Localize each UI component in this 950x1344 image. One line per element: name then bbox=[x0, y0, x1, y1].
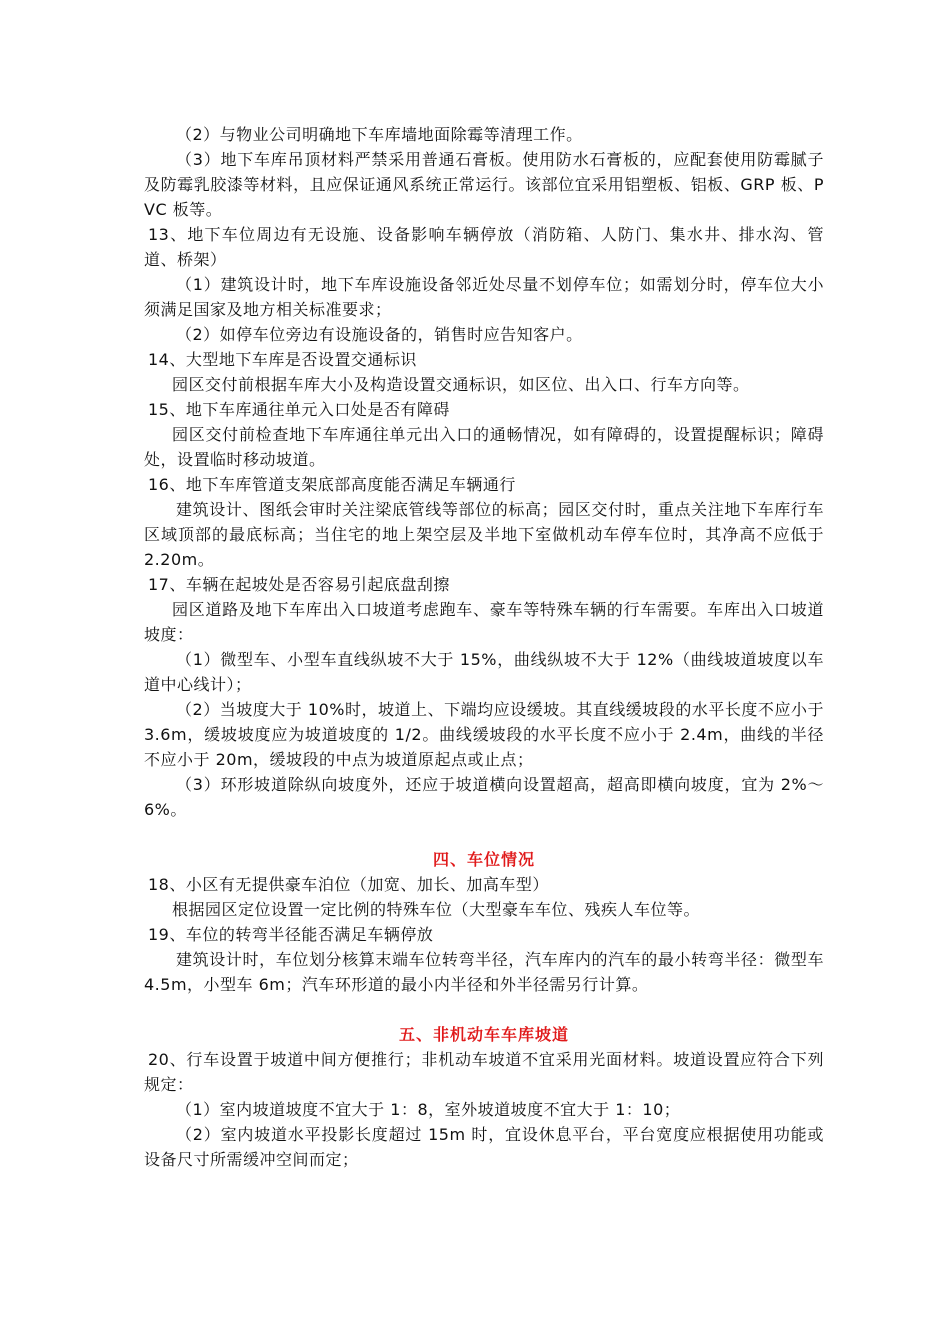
numbered-item-heading: 14、大型地下车库是否设置交通标识 bbox=[148, 350, 417, 369]
section-spacer bbox=[144, 822, 824, 847]
sub-item-paragraph: （2）当坡度大于 10%时，坡道上、下端均应设缓坡。其直线缓坡段的水平长度不应小于 3.6m，缓坡坡度应为坡道坡度的 1/2。曲线缓坡段的水平长度不应小于 2.4m，曲线的半径不应小于 20m，缓坡段的中点为坡道原起点或止点； bbox=[144, 700, 824, 769]
sub-item-paragraph: 建筑设计、图纸会审时关注梁底管线等部位的标高；园区交付时，重点关注地下车库行车区域顶部的最底标高；当住宅的地上架空层及半地下室做机动车停车位时，其净高不应低于 2.20m。 bbox=[144, 500, 824, 569]
numbered-item-heading: 15、地下车库通往单元入口处是否有障碍 bbox=[148, 400, 450, 419]
sub-item-paragraph: （3）地下车库吊顶材料严禁采用普通石膏板。使用防水石膏板的，应配套使用防霉腻子及防霉乳胶漆等材料，且应保证通风系统正常运行。该部位宜采用铝塑板、铝板、GRP 板、PVC 板等。 bbox=[144, 150, 824, 219]
numbered-item-heading: 16、地下车库管道支架底部高度能否满足车辆通行 bbox=[148, 475, 516, 494]
sub-item-paragraph: （2）室内坡道水平投影长度超过 15m 时，宜设休息平台，平台宽度应根据使用功能或设备尺寸所需缓冲空间而定； bbox=[144, 1125, 824, 1169]
numbered-item-heading: 13、地下车位周边有无设施、设备影响车辆停放（消防箱、人防门、集水井、排水沟、管道、桥架） bbox=[144, 225, 824, 269]
sub-item-paragraph: （3）环形坡道除纵向坡度外，还应于坡道横向设置超高，超高即横向坡度，宜为 2%～6%。 bbox=[144, 775, 824, 819]
sub-item-paragraph: 建筑设计时，车位划分核算末端车位转弯半径，汽车库内的汽车的最小转弯半径：微型车 4.5m，小型车 6m；汽车环形道的最小内半径和外半径需另行计算。 bbox=[144, 950, 824, 994]
numbered-item-heading: 20、行车设置于坡道中间方便推行；非机动车坡道不宜采用光面材料。坡道设置应符合下列规定： bbox=[144, 1050, 824, 1094]
sub-item-paragraph: （1）建筑设计时，地下车库设施设备邻近处尽量不划停车位；如需划分时，停车位大小须满足国家及地方相关标准要求； bbox=[144, 275, 824, 319]
body-paragraph: 园区交付前根据车库大小及构造设置交通标识，如区位、出入口、行车方向等。 bbox=[172, 375, 750, 394]
section-title: 四、车位情况 bbox=[432, 850, 535, 869]
body-paragraph: 根据园区定位设置一定比例的特殊车位（大型豪车车位、残疾人车位等。 bbox=[172, 900, 701, 919]
section-title: 五、非机动车车库坡道 bbox=[398, 1025, 569, 1044]
document-body bbox=[144, 122, 824, 1172]
numbered-item-heading: 19、车位的转弯半径能否满足车辆停放 bbox=[148, 925, 434, 944]
numbered-item-heading: 17、车辆在起坡处是否容易引起底盘刮擦 bbox=[148, 575, 450, 594]
sub-item-paragraph: （1）室内坡道坡度不宜大于 1：8，室外坡道坡度不宜大于 1：10； bbox=[176, 1100, 681, 1119]
sub-item-paragraph: （2）如停车位旁边有设施设备的，销售时应告知客户。 bbox=[176, 325, 583, 344]
section-spacer bbox=[144, 997, 824, 1022]
sub-item-paragraph: （2）与物业公司明确地下车库墙地面除霉等清理工作。 bbox=[176, 125, 583, 144]
body-paragraph: 园区道路及地下车库出入口坡道考虑跑车、豪车等特殊车辆的行车需要。车库出入口坡道坡度： bbox=[144, 600, 824, 644]
sub-item-paragraph: （1）微型车、小型车直线纵坡不大于 15%，曲线纵坡不大于 12%（曲线坡道坡度以车道中心线计）； bbox=[144, 650, 824, 694]
numbered-item-heading: 18、小区有无提供豪车泊位（加宽、加长、加高车型） bbox=[148, 875, 549, 894]
body-paragraph: 园区交付前检查地下车库通往单元出入口的通畅情况，如有障碍的，设置提醒标识；障碍处，设置临时移动坡道。 bbox=[144, 425, 824, 469]
